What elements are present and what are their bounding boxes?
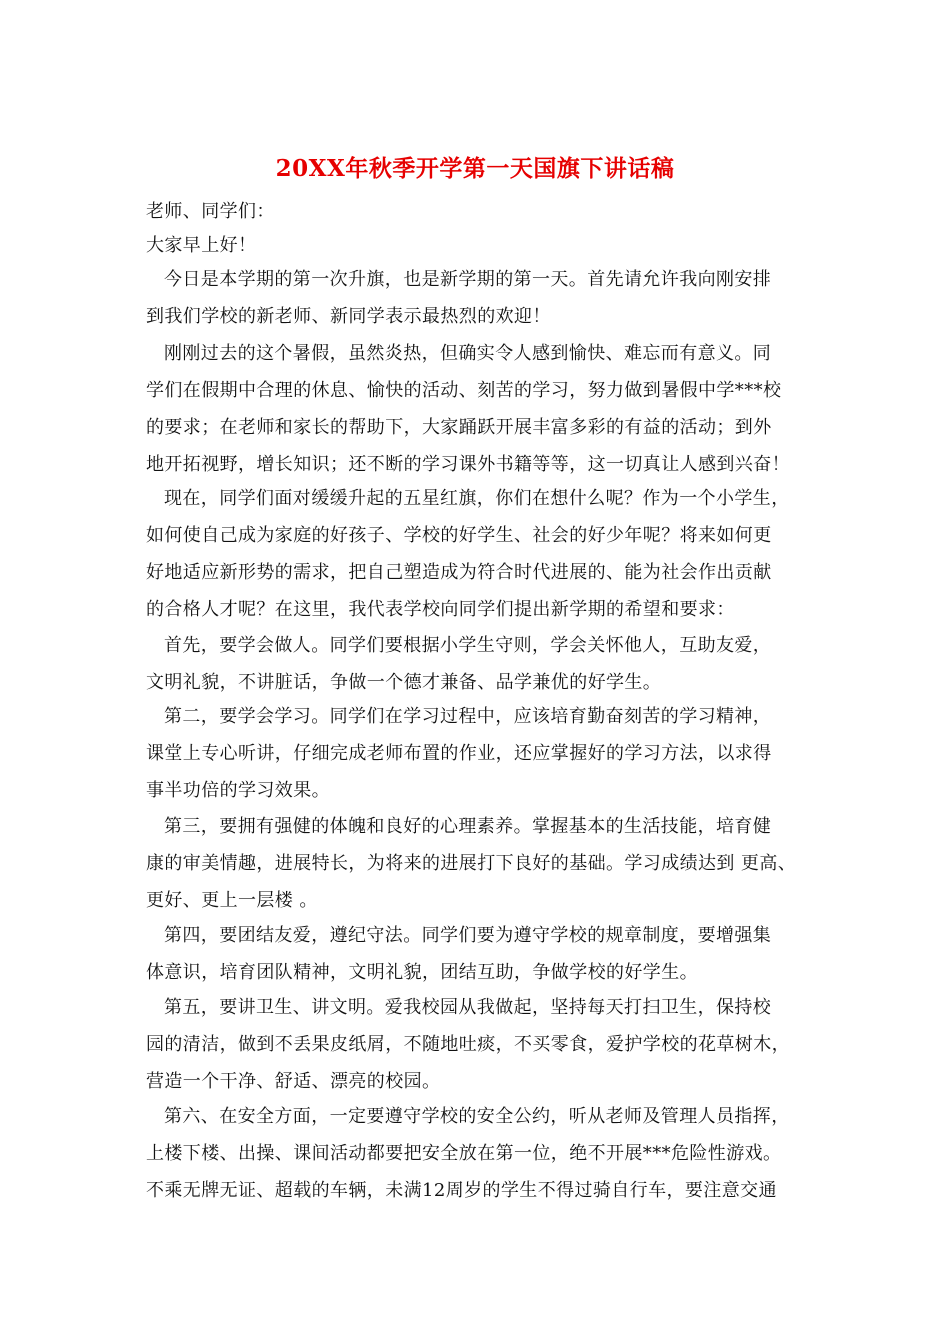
paragraph-line: 课堂上专心听讲，仔细完成老师布置的作业，还应掌握好的学习方法，以求得	[146, 743, 772, 764]
paragraph-line: 第三，要拥有强健的体魄和良好的心理素养。掌握基本的生活技能，培育健	[164, 816, 772, 837]
greeting-line: 大家早上好！	[146, 235, 257, 256]
paragraph-line: 今日是本学期的第一次升旗，也是新学期的第一天。首先请允许我向刚安排	[164, 269, 772, 290]
paragraph-line: 上楼下楼、出操、课间活动都要把安全放在第一位，绝不开展***危险性游戏。	[146, 1143, 782, 1164]
paragraph-line: 学们在假期中合理的休息、愉快的活动、刻苦的学习，努力做到暑假中学***校	[146, 380, 782, 401]
paragraph-line: 如何使自己成为家庭的好孩子、学校的好学生、社会的好少年呢？将来如何更	[146, 525, 772, 546]
paragraph-line: 体意识，培育团队精神，文明礼貌，团结互助，争做学校的好学生。	[146, 962, 698, 983]
paragraph-line: 第二，要学会学习。同学们在学习过程中，应该培育勤奋刻苦的学习精神，	[164, 706, 772, 727]
paragraph-line: 首先，要学会做人。同学们要根据小学生守则，学会关怀他人，互助友爱，	[164, 635, 772, 656]
paragraph-line: 第四，要团结友爱，遵纪守法。同学们要为遵守学校的规章制度，要增强集	[164, 925, 772, 946]
paragraph-line: 文明礼貌，不讲脏话，争做一个德才兼备、品学兼优的好学生。	[146, 672, 662, 693]
paragraph-line: 第五，要讲卫生、讲文明。爱我校园从我做起，坚持每天打扫卫生，保持校	[164, 997, 772, 1018]
paragraph-line: 到我们学校的新老师、新同学表示最热烈的欢迎！	[146, 306, 551, 327]
paragraph-line: 园的清洁，做到不丢果皮纸屑，不随地吐痰，不买零食，爱护学校的花草树木，	[146, 1034, 790, 1055]
paragraph-line: 的合格人才呢？在这里，我代表学校向同学们提出新学期的希望和要求：	[146, 599, 735, 620]
paragraph-line: 营造一个干净、舒适、漂亮的校园。	[146, 1071, 441, 1092]
paragraph-line: 地开拓视野，增长知识；还不断的学习课外书籍等等，这一切真让人感到兴奋！	[146, 454, 790, 475]
paragraph-line: 康的审美情趣，进展特长，为将来的进展打下良好的基础。学习成绩达到 更高、	[146, 853, 797, 874]
paragraph-line: 不乘无牌无证、超载的车辆，未满12周岁的学生不得过骑自行车，要注意交通	[146, 1180, 777, 1201]
paragraph-line: 的要求；在老师和家长的帮助下，大家踊跃开展丰富多彩的有益的活动；到外	[146, 417, 772, 438]
paragraph-line: 好地适应新形势的需求，把自己塑造成为符合时代进展的、能为社会作出贡献	[146, 562, 772, 583]
paragraph-line: 现在，同学们面对缓缓升起的五星红旗，你们在想什么呢？作为一个小学生，	[164, 488, 790, 509]
document-title: 20XX年秋季开学第一天国旗下讲话稿	[275, 155, 675, 182]
paragraph-line: 事半功倍的学习效果。	[146, 780, 330, 801]
paragraph-line: 第六、在安全方面，一定要遵守学校的安全公约，听从老师及管理人员指挥，	[164, 1106, 790, 1127]
salutation-line: 老师、同学们：	[146, 201, 275, 222]
paragraph-line: 更好、更上一层楼 。	[146, 890, 318, 911]
paragraph-line: 刚刚过去的这个暑假，虽然炎热，但确实令人感到愉快、难忘而有意义。同	[164, 343, 772, 364]
